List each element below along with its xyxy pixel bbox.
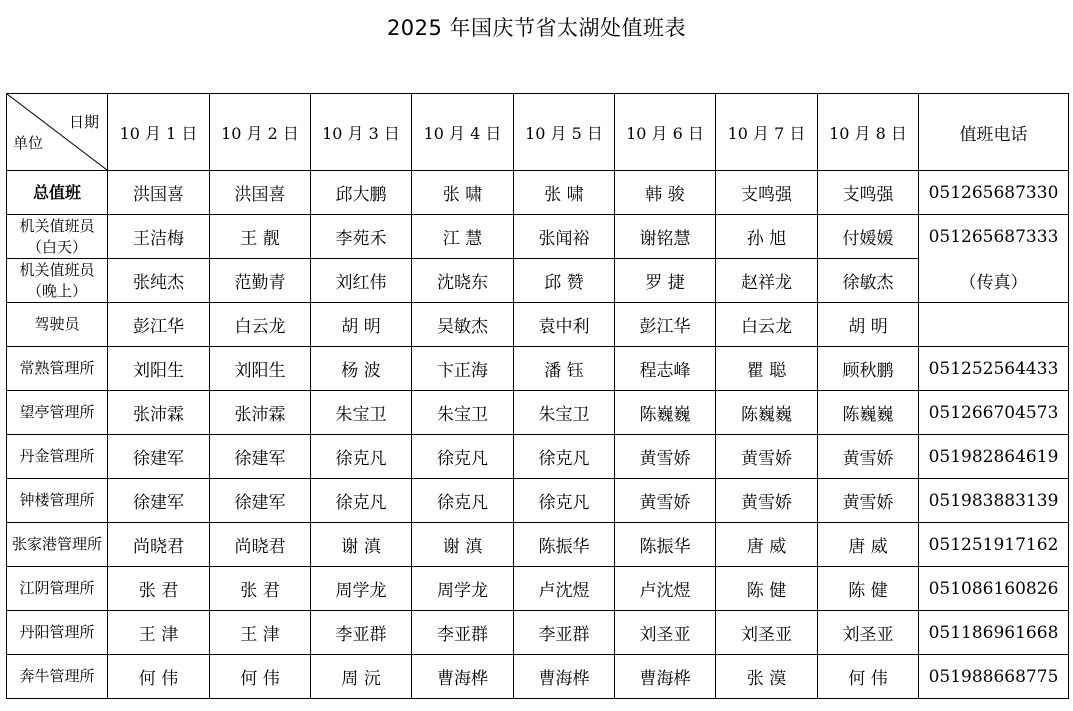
name-cell: 徐克凡 [311,479,412,523]
unit-cell: 机关值班员（晚上） [7,259,108,303]
name-cell: 徐克凡 [412,479,514,523]
name-cell: 曹海桦 [412,655,514,699]
name-cell: 徐建军 [210,435,311,479]
name-cell: 唐 威 [818,523,919,567]
unit-cell: 望亭管理所 [7,391,108,435]
name-cell: 唐 威 [716,523,818,567]
name-cell: 尚晓君 [108,523,210,567]
phone-cell: 051086160826 [919,567,1069,611]
name-cell: 谢铭慧 [615,215,716,259]
name-cell: 顾秋鹏 [818,347,919,391]
name-cell: 谢 滇 [311,523,412,567]
name-cell: 刘红伟 [311,259,412,303]
name-cell: 范勤青 [210,259,311,303]
name-cell: 黄雪娇 [818,435,919,479]
name-cell: 张 漠 [716,655,818,699]
phone-cell: 051983883139 [919,479,1069,523]
name-cell: 江 慧 [412,215,514,259]
duty-table [6,93,1069,699]
page-title: 2025 年国庆节省太湖处值班表 [386,16,687,40]
unit-cell: 驾驶员 [7,303,108,347]
name-cell: 张沛霖 [210,391,311,435]
name-cell: 陈 健 [716,567,818,611]
name-cell: 张 君 [108,567,210,611]
date-header: 10 月 6 日 [615,94,716,171]
name-cell: 王 津 [210,611,311,655]
name-cell: 周学龙 [412,567,514,611]
corner-header-cell [7,94,108,171]
name-cell: 曹海桦 [514,655,615,699]
name-cell: 徐建军 [108,435,210,479]
name-cell: 李亚群 [514,611,615,655]
phone-cell [919,303,1069,347]
name-cell: 赵祥龙 [716,259,818,303]
table-row [7,347,1069,391]
name-cell: 徐敏杰 [818,259,919,303]
name-cell: 张 君 [210,567,311,611]
table-row [7,435,1069,479]
date-header: 10 月 8 日 [818,94,919,171]
table-row [7,259,1069,303]
name-cell: 白云龙 [716,303,818,347]
name-cell: 张 啸 [412,171,514,215]
name-cell: 徐克凡 [514,435,615,479]
table-row [7,655,1069,699]
phone-cell: （传真） [919,259,1069,303]
name-cell: 李亚群 [311,611,412,655]
corner-unit-label: 单位 [13,134,44,152]
name-cell: 刘圣亚 [615,611,716,655]
name-cell: 王 靓 [210,215,311,259]
name-cell: 白云龙 [210,303,311,347]
table-row [7,479,1069,523]
name-cell: 徐克凡 [311,435,412,479]
name-cell: 朱宝卫 [311,391,412,435]
name-cell: 卞正海 [412,347,514,391]
name-cell: 程志峰 [615,347,716,391]
name-cell: 陈巍巍 [716,391,818,435]
name-cell: 李亚群 [412,611,514,655]
name-cell: 胡 明 [311,303,412,347]
name-cell: 周 沅 [311,655,412,699]
name-cell: 尚晓君 [210,523,311,567]
phone-cell: 051266704573 [919,391,1069,435]
name-cell: 潘 钰 [514,347,615,391]
table-row [7,523,1069,567]
unit-cell: 丹阳管理所 [7,611,108,655]
name-cell: 邱大鹏 [311,171,412,215]
name-cell: 黄雪娇 [716,435,818,479]
name-cell: 陈 健 [818,567,919,611]
unit-cell: 机关值班员（白天） [7,215,108,259]
name-cell: 洪国喜 [210,171,311,215]
name-cell: 黄雪娇 [818,479,919,523]
date-header: 10 月 3 日 [311,94,412,171]
phone-header: 值班电话 [919,94,1069,171]
name-cell: 何 伟 [108,655,210,699]
unit-cell: 总值班 [7,171,108,215]
name-cell: 胡 明 [818,303,919,347]
phone-cell: 051252564433 [919,347,1069,391]
table-row [7,567,1069,611]
name-cell: 瞿 聪 [716,347,818,391]
name-cell: 孙 旭 [716,215,818,259]
name-cell: 徐克凡 [514,479,615,523]
unit-cell: 丹金管理所 [7,435,108,479]
date-header: 10 月 2 日 [210,94,311,171]
name-cell: 支鸣强 [818,171,919,215]
name-cell: 袁中利 [514,303,615,347]
table-row [7,215,1069,259]
table-row [7,611,1069,655]
name-cell: 支鸣强 [716,171,818,215]
name-cell: 刘阳生 [108,347,210,391]
phone-cell: 051251917162 [919,523,1069,567]
name-cell: 彭江华 [615,303,716,347]
phone-cell: 051265687330 [919,171,1069,215]
name-cell: 卢沈煜 [615,567,716,611]
date-header: 10 月 7 日 [716,94,818,171]
name-cell: 刘阳生 [210,347,311,391]
header-row [7,94,1069,171]
name-cell: 谢 滇 [412,523,514,567]
name-cell: 刘圣亚 [716,611,818,655]
unit-cell: 奔牛管理所 [7,655,108,699]
date-header: 10 月 1 日 [108,94,210,171]
name-cell: 徐建军 [108,479,210,523]
name-cell: 张闻裕 [514,215,615,259]
name-cell: 黄雪娇 [615,479,716,523]
name-cell: 洪国喜 [108,171,210,215]
name-cell: 张 啸 [514,171,615,215]
unit-cell: 张家港管理所 [7,523,108,567]
name-cell: 沈晓东 [412,259,514,303]
name-cell: 刘圣亚 [818,611,919,655]
phone-cell: 051982864619 [919,435,1069,479]
name-cell: 曹海桦 [615,655,716,699]
phone-cell: 051988668775 [919,655,1069,699]
name-cell: 朱宝卫 [514,391,615,435]
corner-date-label: 日期 [68,113,99,131]
name-cell: 陈巍巍 [615,391,716,435]
name-cell: 何 伟 [818,655,919,699]
phone-cell: 051265687333 [919,215,1069,259]
table-row [7,391,1069,435]
date-header: 10 月 5 日 [514,94,615,171]
name-cell: 吴敏杰 [412,303,514,347]
name-cell: 徐建军 [210,479,311,523]
name-cell: 朱宝卫 [412,391,514,435]
name-cell: 李苑禾 [311,215,412,259]
name-cell: 陈振华 [514,523,615,567]
unit-cell: 江阴管理所 [7,567,108,611]
name-cell: 黄雪娇 [615,435,716,479]
unit-cell: 常熟管理所 [7,347,108,391]
name-cell: 王洁梅 [108,215,210,259]
phone-cell: 051186961668 [919,611,1069,655]
name-cell: 张纯杰 [108,259,210,303]
name-cell: 陈振华 [615,523,716,567]
name-cell: 卢沈煜 [514,567,615,611]
name-cell: 张沛霖 [108,391,210,435]
name-cell: 周学龙 [311,567,412,611]
name-cell: 韩 骏 [615,171,716,215]
table-row [7,171,1069,215]
name-cell: 何 伟 [210,655,311,699]
name-cell: 王 津 [108,611,210,655]
unit-cell: 钟楼管理所 [7,479,108,523]
name-cell: 杨 波 [311,347,412,391]
name-cell: 彭江华 [108,303,210,347]
name-cell: 黄雪娇 [716,479,818,523]
date-header: 10 月 4 日 [412,94,514,171]
name-cell: 邱 赞 [514,259,615,303]
name-cell: 付媛媛 [818,215,919,259]
name-cell: 罗 捷 [615,259,716,303]
name-cell: 陈巍巍 [818,391,919,435]
table-row [7,303,1069,347]
name-cell: 徐克凡 [412,435,514,479]
